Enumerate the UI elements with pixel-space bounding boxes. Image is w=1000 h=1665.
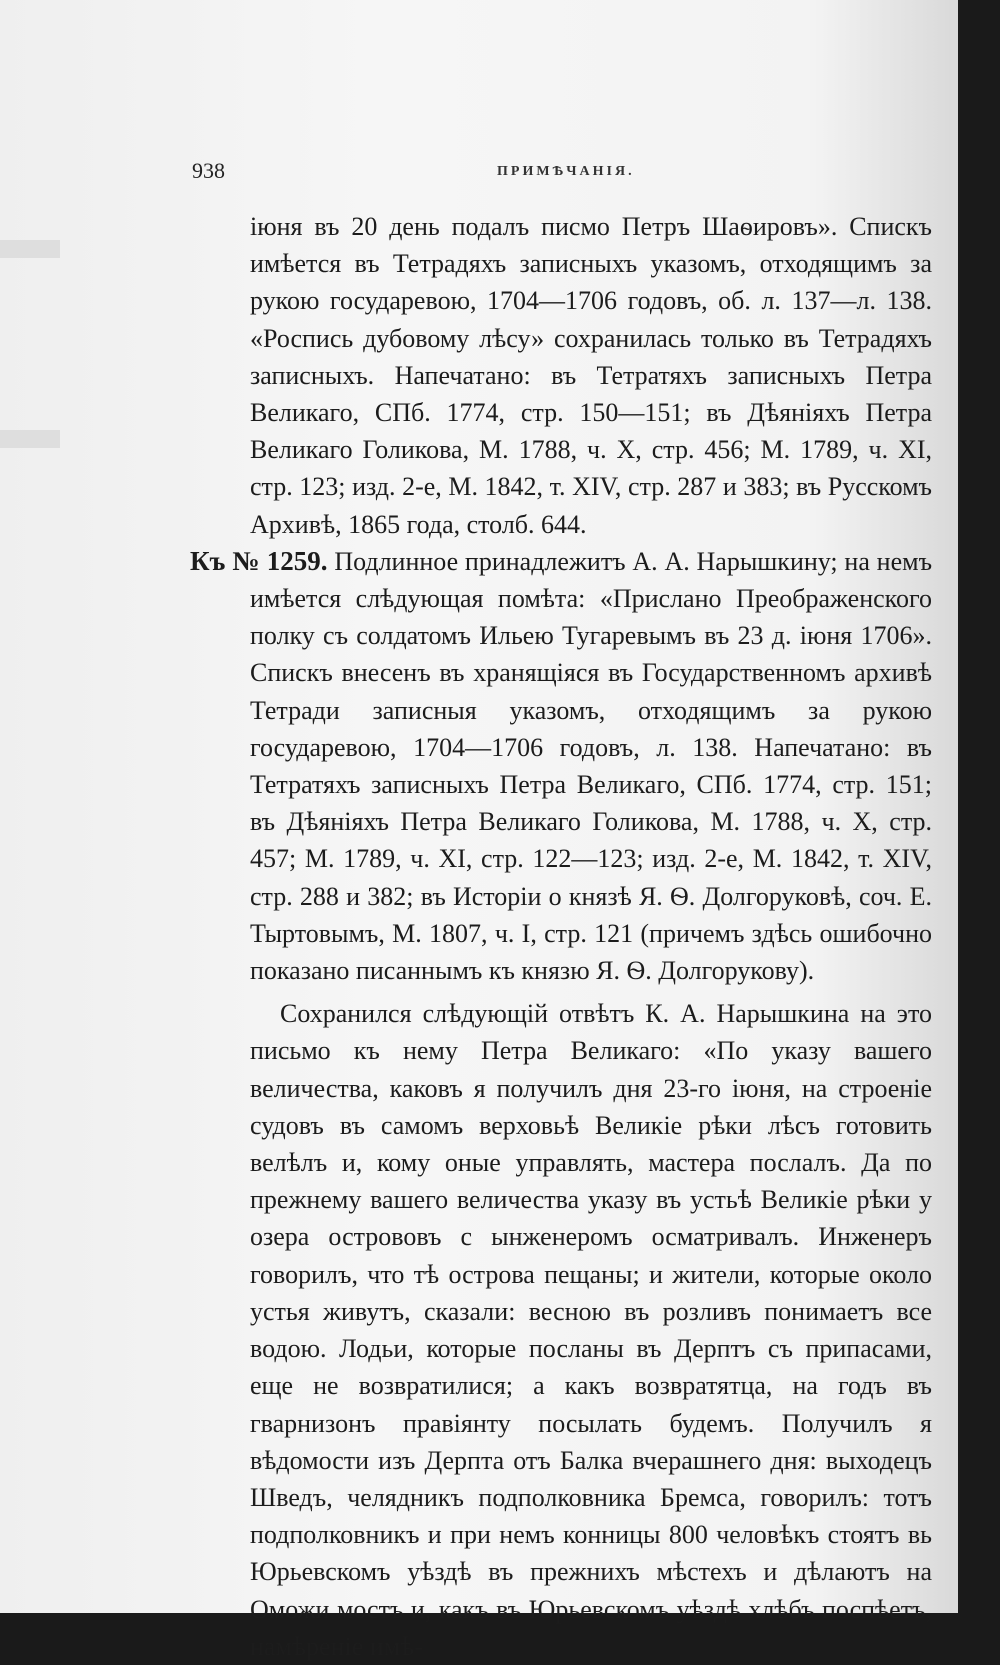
- edge-bleed: [0, 430, 60, 448]
- entry-label: Къ № 1259.: [190, 545, 328, 576]
- edge-bleed: [0, 240, 60, 258]
- letter-paragraph: Сохранился слѣдующій отвѣтъ К. А. Нарышкина на это письмо къ нему Петра Великаго: «По указу вашего величества, каковъ я получилъ дня 23-го іюня, на строеніе судовъ въ самомъ верховьѣ Великіе рѣки лѣсъ готовить велѣлъ и, кому оные управлять, мастера послалъ. Да по прежнему вашего величества указу въ устьѣ Великіе рѣки у озера острововъ с ынженеромъ осматривалъ. Инженеръ говорилъ, что тѣ острова пещаны; и жители, которые около устья живутъ, сказали: весною въ розливъ понимаетъ все водою. Лодьи, которые посланы въ Дерптъ съ припасами, еще не возвратилися; а какъ возвратятца, на годъ въ гварнизонъ правіянту посылать будемъ. Получилъ я вѣдомости изъ Дерпта отъ Балка вчерашнего дня: выходецъ Шведъ, челядникъ подполковника Бремса, говорилъ: тотъ подполковникъ и при немъ конницы 800 человѣкъ стоятъ вь Юрьевскомъ уѣздѣ въ прежнихъ мѣстехъ и дѣлаютъ на Оможи мостъ и, какъ въ Юрьевскомъ уѣздѣ хлѣбъ поспѣетъ, намѣреніе имѣ-: [250, 999, 932, 1661]
- entry-paragraph: [190, 543, 932, 989]
- page-number: 938: [192, 158, 225, 183]
- page-body: [190, 208, 932, 1665]
- continuation-paragraph: іюня въ 20 день подалъ писмо Петръ Шаѳировъ». Спискъ имѣется въ Тетрадяхъ записныхъ указомъ, отходящимъ за рукою государевою, 1704—1706 годовъ, об. л. 137—л. 138. «Роспись дубовому лѣсу» сохранилась только въ Тетрадяхъ записныхъ. Напечатано: въ Тетратяхъ записныхъ Петра Великаго, СПб. 1774, стр. 150—151; въ Дѣяніяхъ Петра Великаго Голикова, М. 1788, ч. X, стр. 456; М. 1789, ч. XI, стр. 123; изд. 2-е, М. 1842, т. XIV, стр. 287 и 383; въ Русскомъ Архивѣ, 1865 года, столб. 644.: [250, 212, 932, 539]
- running-title: ПРИМѢЧАНІЯ.: [497, 164, 635, 179]
- entry-text: Подлинное принадлежитъ А. А. Нарышкину; на немъ имѣется слѣдующая помѣта: «Прислано Преображенского полку съ солдатомъ Ильею Тугаревымъ въ 23 д. іюня 1706». Спискъ внесенъ въ хранящіяся въ Государственномъ архивѣ Тетради записныя указомъ, отходящимъ за рукою государевою, 1704—1706 годовъ, л. 138. Напечатано: въ Тетратяхъ записныхъ Петра Великаго, СПб. 1774, стр. 151; въ Дѣяніяхъ Петра Великаго Голикова, М. 1788, ч. X, стр. 457; М. 1789, ч. XI, стр. 122—123; изд. 2-е, М. 1842, т. XIV, стр. 288 и 382; въ Исторіи о князѣ Я. Ѳ. Долгоруковѣ, соч. Е. Тыртовымъ, М. 1807, ч. I, стр. 121 (причемъ здѣсь ошибочно показано писаннымъ къ князю Я. Ѳ. Долгорукову).: [250, 546, 933, 986]
